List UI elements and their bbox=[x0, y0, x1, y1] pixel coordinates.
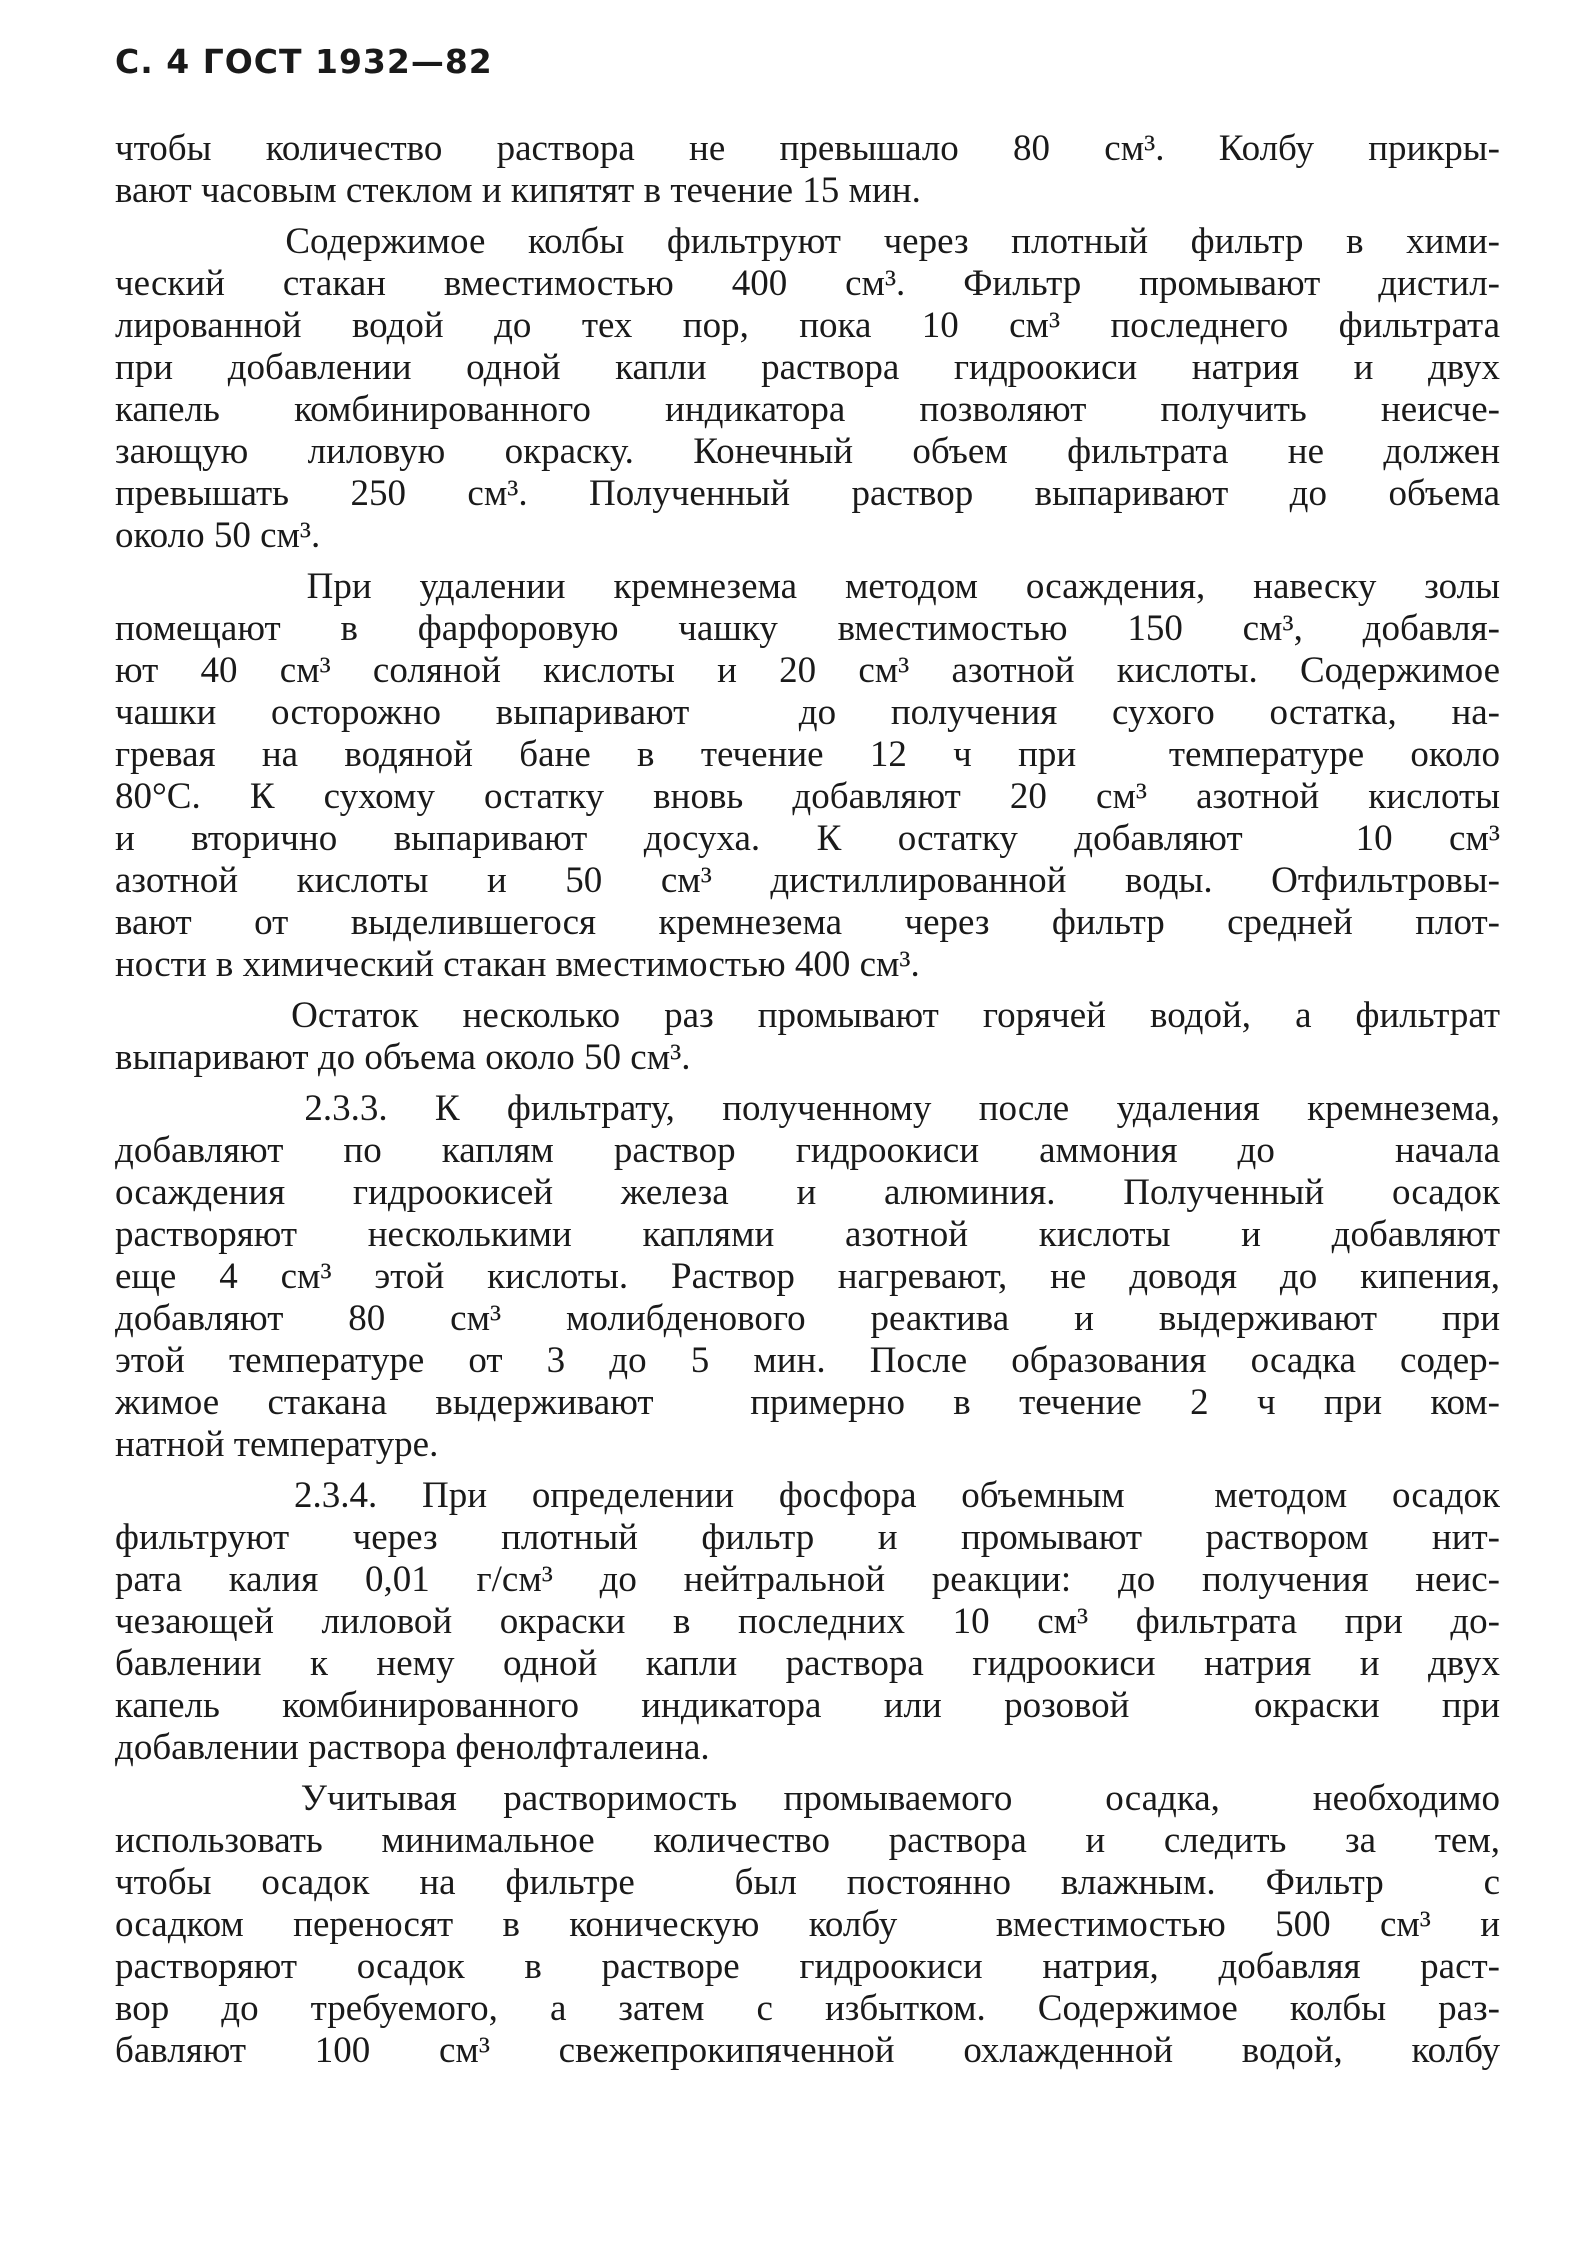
running-header: С. 4 ГОСТ 1932—82 bbox=[115, 42, 493, 81]
paragraph bbox=[115, 1475, 1500, 1769]
text-line: азотной кислоты и 50 см³ дистиллированной воды. Отфильтровы- bbox=[115, 860, 1500, 901]
text-line: Остаток несколько раз промывают горячей водой, а фильтрат bbox=[115, 995, 1500, 1036]
text-line: помещают в фарфоровую чашку вместимостью 150 см³, добавля- bbox=[115, 608, 1500, 649]
text-line: при добавлении одной капли раствора гидроокиси натрия и двух bbox=[115, 347, 1500, 388]
text-line: При удалении кремнезема методом осаждения, навеску золы bbox=[115, 566, 1500, 607]
text-line: вают часовым стеклом и кипятят в течение 15 мин. bbox=[115, 170, 921, 211]
paragraph bbox=[115, 128, 1500, 212]
text-line: бавляют 100 см³ свежепрокипяченной охлажденной водой, колбу bbox=[115, 2030, 1500, 2071]
text-line: ют 40 см³ соляной кислоты и 20 см³ азотной кислоты. Содержимое bbox=[115, 650, 1500, 691]
text-line: натной температуре. bbox=[115, 1424, 439, 1465]
text-line: и вторично выпаривают досуха. К остатку добавляют 10 см³ bbox=[115, 818, 1500, 859]
text-line: добавляют 80 см³ молибденового реактива и выдерживают при bbox=[115, 1298, 1500, 1339]
text-line: превышать 250 см³. Полученный раствор выпаривают до объема bbox=[115, 473, 1500, 514]
text-line: ческий стакан вместимостью 400 см³. Фильтр промывают дистил- bbox=[115, 263, 1500, 304]
text-line: осаждения гидроокисей железа и алюминия. Полученный осадок bbox=[115, 1172, 1500, 1213]
text-line: капель комбинированного индикатора позволяют получить неисче- bbox=[115, 389, 1500, 430]
text-line: добавляют по каплям раствор гидроокиси аммония до начала bbox=[115, 1130, 1500, 1171]
text-line: жимое стакана выдерживают примерно в течение 2 ч при ком- bbox=[115, 1382, 1500, 1423]
text-line: чашки осторожно выпаривают до получения сухого остатка, на- bbox=[115, 692, 1500, 733]
text-line: зающую лиловую окраску. Конечный объем фильтрата не должен bbox=[115, 431, 1500, 472]
paragraph bbox=[115, 1778, 1500, 2072]
text-line: гревая на водяной бане в течение 12 ч при температуре около bbox=[115, 734, 1500, 775]
text-line: лированной водой до тех пор, пока 10 см³ последнего фильтрата bbox=[115, 305, 1500, 346]
text-line: около 50 см³. bbox=[115, 515, 321, 556]
paragraph bbox=[115, 566, 1500, 986]
text-line: растворяют несколькими каплями азотной кислоты и добавляют bbox=[115, 1214, 1500, 1255]
text-line: осадком переносят в коническую колбу вместимостью 500 см³ и bbox=[115, 1904, 1500, 1945]
text-line: чтобы осадок на фильтре был постоянно влажным. Фильтр с bbox=[115, 1862, 1500, 1903]
text-line: 2.3.3. К фильтрату, полученному после удаления кремнезема, bbox=[115, 1088, 1500, 1129]
text-line: этой температуре от 3 до 5 мин. После образования осадка содер- bbox=[115, 1340, 1500, 1381]
paragraph bbox=[115, 221, 1500, 557]
text-line: Учитывая растворимость промываемого осадка, необходимо bbox=[115, 1778, 1500, 1819]
text-line: чезающей лиловой окраски в последних 10 см³ фильтрата при до- bbox=[115, 1601, 1500, 1642]
text-line: ности в химический стакан вместимостью 400 см³. bbox=[115, 944, 920, 985]
paragraph bbox=[115, 995, 1500, 1079]
body-text bbox=[115, 128, 1500, 2072]
text-line: добавлении раствора фенолфталеина. bbox=[115, 1727, 710, 1768]
text-line: бавлении к нему одной капли раствора гидроокиси натрия и двух bbox=[115, 1643, 1500, 1684]
paragraph bbox=[115, 1088, 1500, 1466]
text-line: капель комбинированного индикатора или розовой окраски при bbox=[115, 1685, 1500, 1726]
text-line: чтобы количество раствора не превышало 80 см³. Колбу прикры- bbox=[115, 128, 1500, 169]
text-line: Содержимое колбы фильтруют через плотный фильтр в хими- bbox=[115, 221, 1500, 262]
text-line: использовать минимальное количество раствора и следить за тем, bbox=[115, 1820, 1500, 1861]
text-line: вают от выделившегося кремнезема через фильтр средней плот- bbox=[115, 902, 1500, 943]
text-line: 80°С. К сухому остатку вновь добавляют 20 см³ азотной кислоты bbox=[115, 776, 1500, 817]
text-line: выпаривают до объема около 50 см³. bbox=[115, 1037, 691, 1078]
text-line: вор до требуемого, а затем с избытком. Содержимое колбы раз- bbox=[115, 1988, 1500, 2029]
text-line: рата калия 0,01 г/см³ до нейтральной реакции: до получения неис- bbox=[115, 1559, 1500, 1600]
text-line: 2.3.4. При определении фосфора объемным методом осадок bbox=[115, 1475, 1500, 1516]
text-line: растворяют осадок в растворе гидроокиси натрия, добавляя раст- bbox=[115, 1946, 1500, 1987]
text-line: еще 4 см³ этой кислоты. Раствор нагревают, не доводя до кипения, bbox=[115, 1256, 1500, 1297]
text-line: фильтруют через плотный фильтр и промывают раствором нит- bbox=[115, 1517, 1500, 1558]
